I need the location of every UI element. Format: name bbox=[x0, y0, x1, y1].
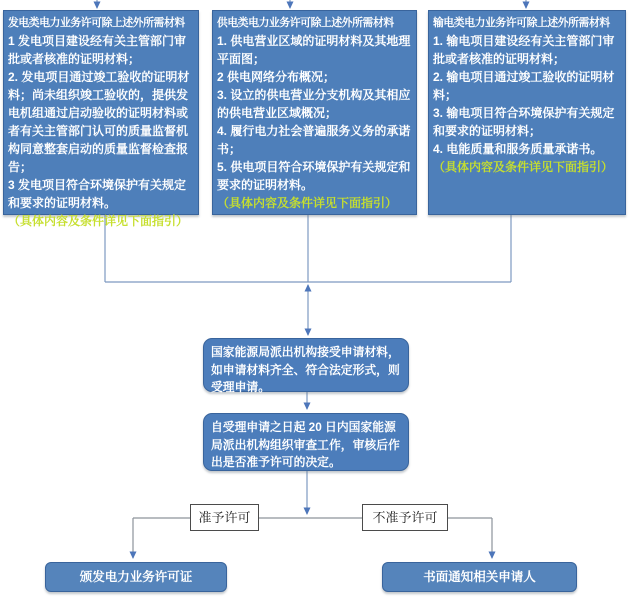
decision-label-reject: 不准予许可 bbox=[362, 504, 448, 531]
box-title: 输电类电力业务许可除上述外所需材料 bbox=[433, 17, 610, 29]
guide-note: （具体内容及条件详见下面指引） bbox=[217, 196, 398, 210]
process-box-accept-application bbox=[203, 338, 409, 392]
process-text: 国家能源局派出机构接受申请材料，如申请材料齐全、符合法定形式，则受理申请。 bbox=[211, 345, 400, 394]
requirement-item: 2. 发电项目通过竣工验收的证明材料；尚未组织竣工验收的，提供发电机组通过启动验收的证明材料或者有关主管部门认可的质量监督机构同意整套启动的质量监督检查报告； bbox=[8, 70, 190, 174]
box-title: 供电类电力业务许可除上述外所需材料 bbox=[217, 17, 394, 29]
requirements-box-generation bbox=[3, 10, 199, 228]
requirement-item: 1. 输电项目建设经有关主管部门审批或者核准的证明材料； bbox=[433, 34, 615, 66]
requirement-item: 3 发电项目符合环境保护有关规定和要求的证明材料。 bbox=[8, 178, 187, 210]
requirement-item: 2 供电网络分布概况； bbox=[217, 70, 336, 84]
decision-label-approve: 准予许可 bbox=[190, 504, 259, 531]
requirement-item: 3. 输电项目符合环境保护有关规定和要求的证明材料； bbox=[433, 106, 615, 138]
requirement-item: 4. 履行电力社会普遍服务义务的承诺书； bbox=[217, 124, 411, 156]
requirements-box-supply bbox=[212, 10, 417, 215]
box-title: 发电类电力业务许可除上述外所需材料 bbox=[8, 17, 185, 29]
result-box-issue-license: 颁发电力业务许可证 bbox=[45, 562, 227, 592]
process-text: 自受理申请之日起 20 日内国家能源局派出机构组织审查工作，审核后作出是否准予许可的决定。 bbox=[211, 420, 400, 469]
requirement-item: 2. 输电项目通过竣工验收的证明材料； bbox=[433, 70, 615, 102]
process-box-review-decision bbox=[203, 413, 409, 471]
guide-note: （具体内容及条件详见下面指引） bbox=[8, 214, 189, 228]
result-box-written-notice: 书面通知相关申请人 bbox=[382, 562, 577, 592]
requirements-box-transmission bbox=[428, 10, 626, 215]
requirement-item: 4. 电能质量和服务质量承诺书。 bbox=[433, 142, 603, 156]
requirement-item: 1. 供电营业区域的证明材料及其地理平面图； bbox=[217, 34, 411, 66]
requirement-item: 5. 供电项目符合环境保护有关规定和要求的证明材料。 bbox=[217, 160, 411, 192]
guide-note: （具体内容及条件详见下面指引） bbox=[433, 160, 614, 174]
requirement-item: 1 发电项目建设经有关主管部门审批或者核准的证明材料； bbox=[8, 34, 187, 66]
requirement-item: 3. 设立的供电营业分支机构及其相应的供电营业区域概况； bbox=[217, 88, 411, 120]
